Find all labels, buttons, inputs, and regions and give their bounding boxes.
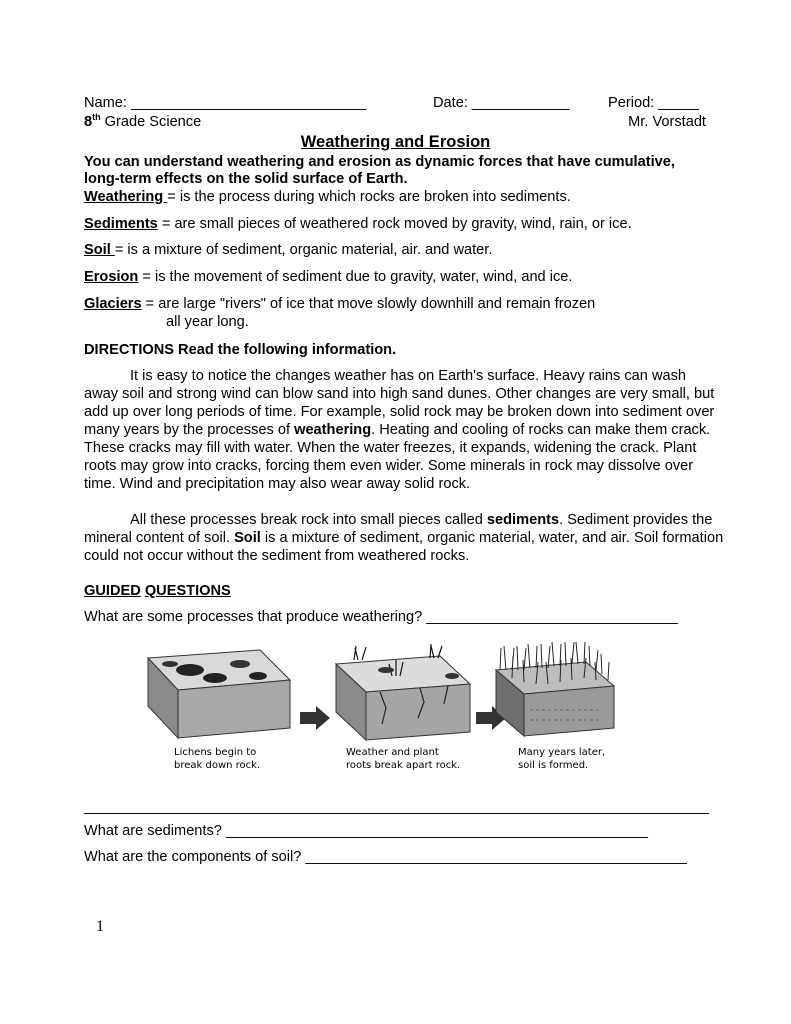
grade-rest: Grade Science: [100, 114, 202, 130]
para2-bold-sediments: sediments: [486, 512, 560, 528]
definition-text: = is the movement of sediment due to gravity, water, wind, and ice.: [138, 269, 573, 285]
reading-paragraph-2: [84, 511, 724, 565]
page-number: 1: [96, 918, 104, 935]
objective-line-2: long-term effects on the solid surface of Earth.: [84, 171, 408, 187]
guided-questions-heading: [84, 582, 231, 600]
rock-block-lichens: [148, 650, 290, 738]
question-soil-components[interactable]: What are the components of soil? _______________________________________________: [84, 849, 687, 865]
term-weathering: Weathering: [84, 189, 168, 205]
definition-text: = is the process during which rocks are broken into sediments.: [167, 189, 571, 205]
soil-block-grass: [496, 642, 614, 736]
directions-heading: DIRECTIONS Read the following information.: [84, 342, 397, 358]
term-sediments: Sediments: [84, 216, 158, 232]
name-field[interactable]: Name: _____________________________: [84, 95, 367, 111]
page-title: Weathering and Erosion: [300, 133, 491, 151]
rock-block-plants: [336, 644, 470, 740]
period-field[interactable]: Period: _____: [608, 95, 699, 111]
para2-bold-soil: Soil: [234, 530, 261, 546]
grade-suffix: th: [92, 112, 101, 123]
teacher-name: Mr. Vorstadt: [628, 114, 706, 130]
definition-glaciers-continued: all year long.: [166, 314, 249, 330]
caption-soil-formed: Many years later, soil is formed.: [518, 747, 606, 771]
para2-text: All these processes break rock into small pieces called: [130, 512, 487, 528]
question-weathering-processes[interactable]: What are some processes that produce weathering? _______________________________: [84, 609, 678, 625]
definition-soil: [84, 241, 492, 259]
soil-formation-diagram: [140, 640, 620, 750]
questions-word: QUESTIONS: [144, 583, 231, 599]
question-sediments[interactable]: What are sediments? ____________________________________________________: [84, 823, 648, 839]
course-label: [84, 113, 201, 131]
term-erosion: Erosion: [84, 269, 139, 285]
caption-weather-roots: Weather and plant roots break apart rock.: [346, 747, 461, 771]
term-glaciers: Glaciers: [84, 296, 142, 312]
definition-weathering: [84, 188, 571, 206]
term-soil: Soil: [84, 242, 115, 258]
definition-glaciers: [84, 295, 595, 313]
arrow-icon: [300, 706, 330, 730]
guided-word: GUIDED: [84, 583, 141, 599]
definition-erosion: [84, 268, 572, 286]
para1-text: It is easy to notice the changes weather has on Earth's surface. Heavy rains can wash away soil and strong wind can blow sand into high sand dunes. Other changes are very small, but add up over long periods of time. For example, solid rock may be broken down into sediment over many years by the processes of: [84, 368, 715, 438]
answer-line[interactable]: _____________________________________________________________________________: [84, 799, 709, 815]
definition-sediments: [84, 215, 632, 233]
para2-text-end: is a mixture of sediment, organic material, water, and air. Soil formation could not occur without the sediment from weathered rocks.: [84, 530, 724, 564]
grade-number: 8: [84, 114, 93, 130]
reading-paragraph-1: [84, 367, 724, 493]
para2-text-mid: . Sediment provides the mineral content of soil.: [84, 512, 713, 546]
definition-text: = are large "rivers" of ice that move slowly downhill and remain frozen: [141, 296, 596, 312]
date-field[interactable]: Date: ____________: [433, 95, 570, 111]
soil-formation-illustration: [140, 640, 620, 790]
para1-bold: weathering: [294, 422, 372, 438]
para1-text-end: . Heating and cooling of rocks can make them crack. These cracks may fill with water. When the water freezes, it expands, widening the crack. Plant roots may grow into cracks, forcing them even wider. Some minerals in rock may dissolve over time. Wind and precipitation may also wear away solid rock.: [84, 422, 711, 492]
objective-line-1: You can understand weathering and erosion as dynamic forces that have cumulative,: [84, 154, 675, 170]
definition-text: = are small pieces of weathered rock moved by gravity, wind, rain, or ice.: [157, 216, 632, 232]
definition-text: = is a mixture of sediment, organic material, air. and water.: [114, 242, 493, 258]
caption-lichens: Lichens begin to break down rock.: [174, 747, 261, 771]
